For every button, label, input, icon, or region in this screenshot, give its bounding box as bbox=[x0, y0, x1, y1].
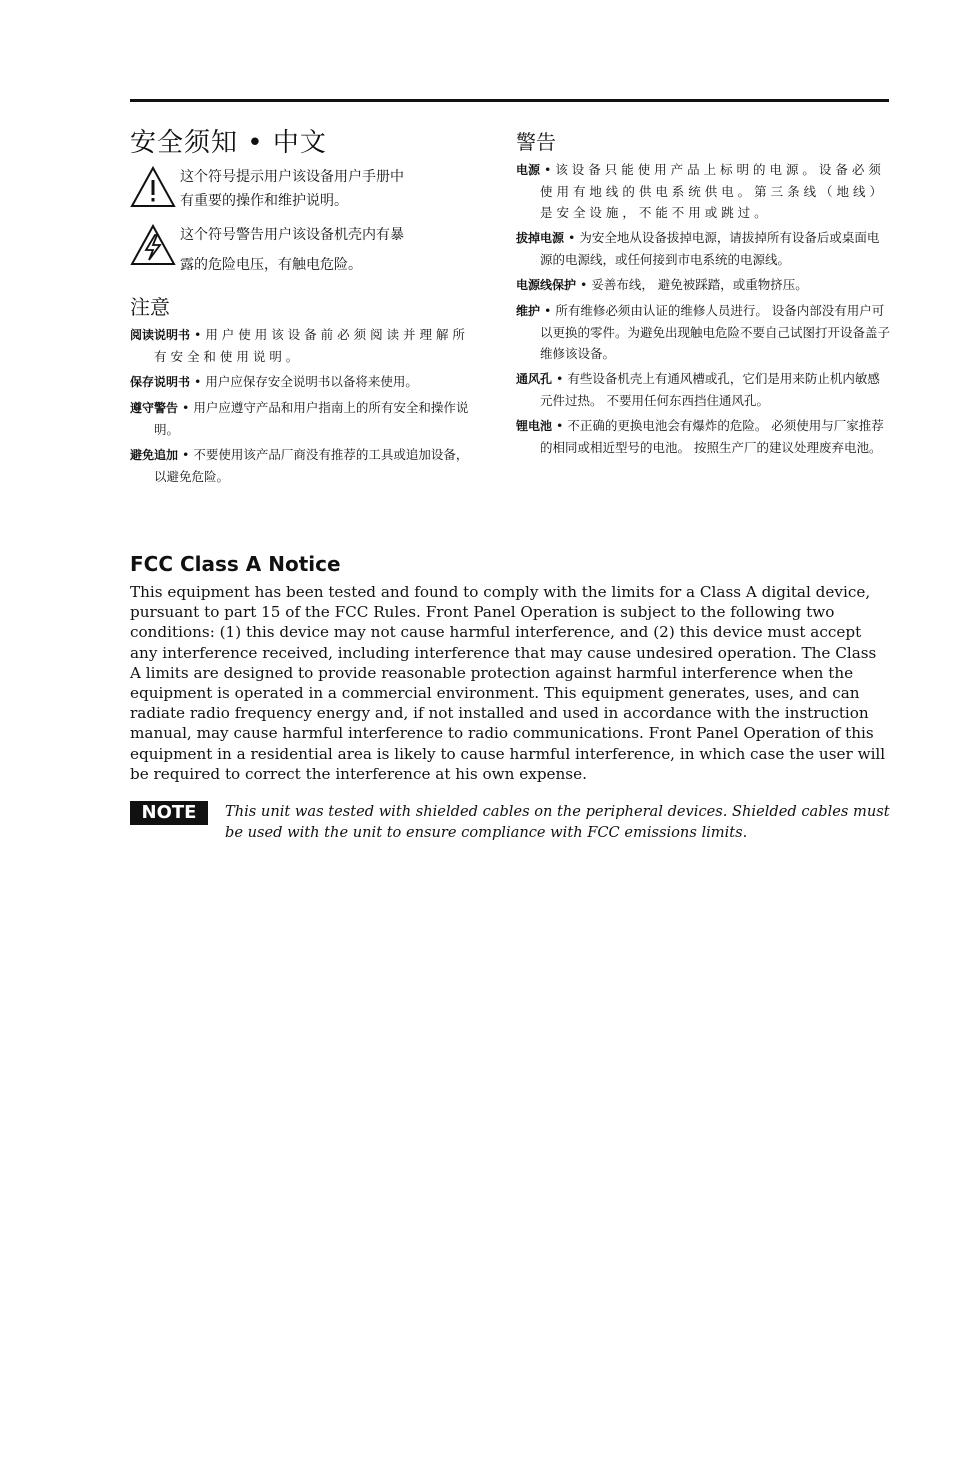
list-item bbox=[516, 415, 890, 458]
fcc-heading: FCC Class A Notice bbox=[130, 552, 341, 576]
notes-heading: 注意 bbox=[130, 295, 170, 319]
note-text: This unit was tested with shielded cables on the peripheral devices. Shielded cables must be used with the unit to ensure compliance with FCC emissions limits. bbox=[225, 803, 890, 841]
item-text: • 用户应保存安全说明书以备将来使用。 bbox=[190, 374, 418, 389]
item-text: • 不正确的更换电池会有爆炸的危险。 必须使用与厂家推荐的相同或相近型号的电池。 按照生产厂的建议处理废弃电池。 bbox=[540, 418, 884, 455]
symbol-text-line: 这个符号警告用户该设备机壳内有暴 bbox=[180, 227, 404, 243]
fcc-body: This equipment has been tested and found to comply with the limits for a Class A digital device, pursuant to part 15 of the FCC Rules. Front Panel Operation is subject to the following two conditions: (1) this device may not cause harmful interference, and (2) this device must accept any interference received, including interference that may cause undesired operation. The Class A limits are designed to provide reasonable protection against harmful interference when the equipment is operated in a commercial environment. This equipment generates, uses, and can radiate radio frequency energy and, if not installed and used in accordance with the instruction manual, may cause harmful interference to radio communications. Front Panel Operation of this equipment in a residential area is likely to cause harmful interference, in which case the user will be required to correct the interference at his own expense. bbox=[130, 583, 886, 783]
note-badge: NOTE bbox=[130, 801, 208, 825]
page-title: 安全须知 • 中文 bbox=[130, 128, 327, 158]
list-item bbox=[130, 397, 470, 440]
item-term: 保存说明书 bbox=[130, 375, 191, 389]
exclamation-triangle-icon bbox=[130, 165, 176, 209]
item-term: 避免追加 bbox=[130, 448, 179, 462]
fcc-section bbox=[130, 552, 890, 784]
symbol-text-line: 露的危险电压，有触电危险。 bbox=[180, 257, 362, 273]
symbol-text-line: 有重要的操作和维护说明。 bbox=[180, 193, 348, 209]
top-rule bbox=[130, 99, 889, 102]
warnings-list bbox=[516, 159, 890, 458]
item-term: 电源 bbox=[516, 163, 541, 177]
safety-column bbox=[130, 122, 470, 491]
list-item bbox=[130, 324, 470, 367]
list-item bbox=[130, 371, 470, 393]
item-text: • 不要使用该产品厂商没有推荐的工具或追加设备，以避免危险。 bbox=[154, 447, 469, 484]
list-item bbox=[130, 444, 470, 487]
lightning-triangle-icon bbox=[130, 223, 176, 267]
list-item bbox=[516, 227, 890, 270]
item-text: • 用户应遵守产品和用户指南上的所有安全和操作说明。 bbox=[154, 400, 469, 437]
warnings-column bbox=[516, 122, 890, 462]
item-term: 阅读说明书 bbox=[130, 328, 191, 342]
item-term: 通风孔 bbox=[516, 372, 553, 386]
item-term: 拔掉电源 bbox=[516, 231, 565, 245]
list-item bbox=[516, 159, 890, 223]
list-item bbox=[516, 274, 890, 296]
item-text: • 用 户 使 用 该 设 备 前 必 须 阅 读 并 理 解 所 有 安 全 和 使 用 说 明 。 bbox=[154, 327, 465, 364]
item-term: 遵守警告 bbox=[130, 401, 179, 415]
item-text: • 所有维修必须由认证的维修人员进行。 设备内部没有用户可以更换的零件。为避免出现触电危险不要自己试图打开设备盖子维修该设备。 bbox=[540, 303, 891, 361]
item-text: • 有些设备机壳上有通风槽或孔，它们是用来防止机内敏感元件过热。 不要用任何东西挡住通风孔。 bbox=[540, 371, 880, 408]
warnings-heading: 警告 bbox=[516, 130, 556, 154]
list-item bbox=[516, 368, 890, 411]
item-text: • 为安全地从设备拔掉电源，请拔掉所有设备后或桌面电源的电源线，或任何接到市电系统的电源线。 bbox=[540, 230, 880, 267]
symbol-description bbox=[180, 165, 404, 213]
item-text: • 妥善布线， 避免被踩踏，或重物挤压。 bbox=[576, 277, 808, 292]
note-block bbox=[130, 801, 890, 843]
symbol-row-exclamation bbox=[130, 165, 470, 213]
symbol-text-line: 这个符号提示用户该设备用户手册中 bbox=[180, 169, 404, 185]
item-term: 电源线保护 bbox=[516, 278, 577, 292]
item-term: 维护 bbox=[516, 304, 541, 318]
notes-list bbox=[130, 324, 470, 487]
item-text: • 该 设 备 只 能 使 用 产 品 上 标 明 的 电 源 。 设 备 必 须 使 用 有 地 线 的 供 电 系 统 供 电 。 第 三 条 线 （ 地 线 ） 是 安 全 设 施 ， 不 能 不 用 或 跳 过 。 bbox=[540, 162, 882, 220]
list-item bbox=[516, 300, 890, 364]
symbol-description bbox=[180, 223, 404, 247]
item-term: 锂电池 bbox=[516, 419, 553, 433]
